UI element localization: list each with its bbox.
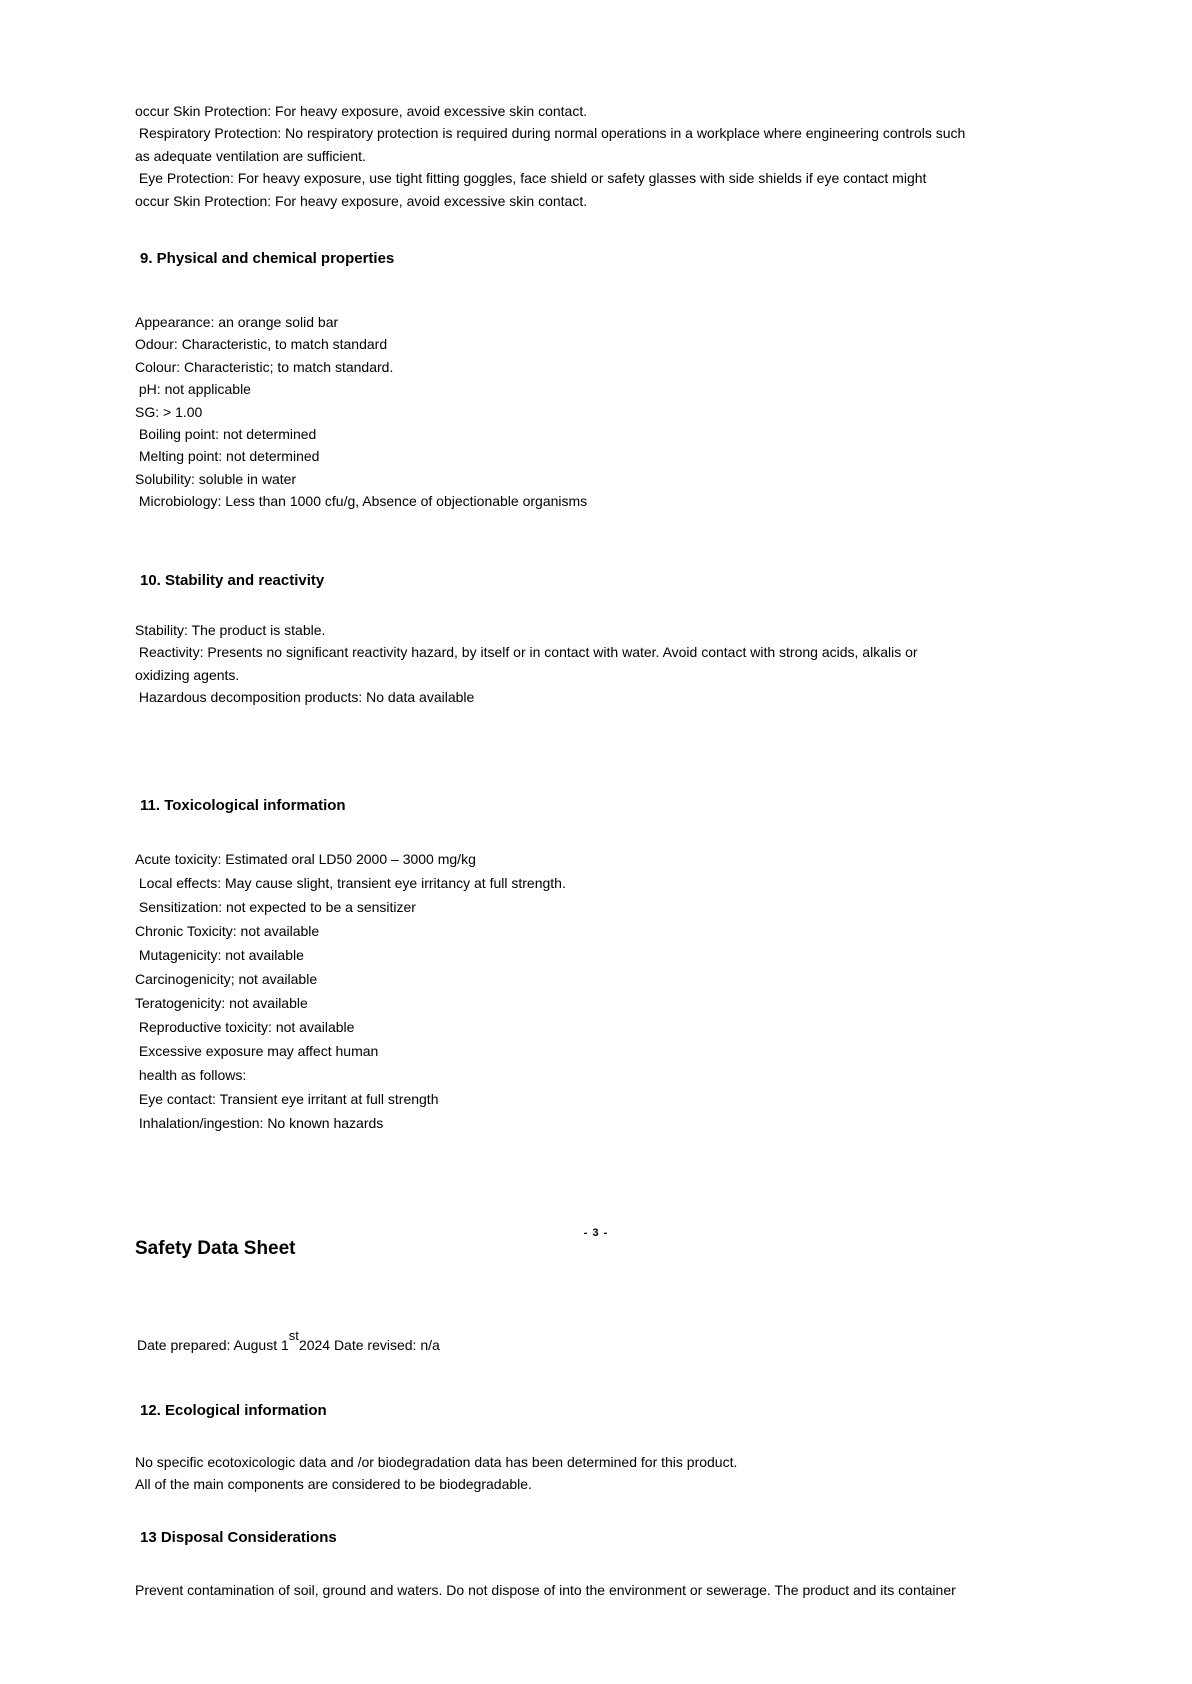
section-11-text [135, 847, 566, 1135]
section-10-text [135, 619, 918, 709]
text-line: Teratogenicity: not available [135, 995, 308, 1011]
text-line: Inhalation/ingestion: No known hazards [135, 1115, 384, 1131]
date-prepared-suffix: 2024 Date revised: n/a [298, 1337, 440, 1353]
text-line: Hazardous decomposition products: No data available [135, 689, 475, 706]
text-line: Mutagenicity: not available [135, 947, 304, 963]
date-prepared-prefix: Date prepared: August 1 [137, 1337, 289, 1353]
text-line: Reproductive toxicity: not available [135, 1019, 355, 1035]
section-13-text [135, 1579, 956, 1601]
text-line: SG: > 1.00 [135, 403, 203, 420]
text-line: as adequate ventilation are sufficient. [135, 147, 366, 164]
text-line: health as follows: [135, 1067, 247, 1083]
text-line: occur Skin Protection: For heavy exposure, avoid excessive skin contact. [135, 103, 588, 119]
text-line: oxidizing agents. [135, 666, 240, 683]
text-line: Reactivity: Presents no significant reactivity hazard, by itself or in contact with water. Avoid contact with strong acids, alkalis or [135, 644, 918, 661]
section-13-heading: 13 Disposal Considerations [140, 1529, 337, 1546]
text-line: Colour: Characteristic; to match standard. [135, 358, 394, 375]
text-line: Acute toxicity: Estimated oral LD50 2000 – 3000 mg/kg [135, 851, 476, 867]
section-12-text [135, 1451, 737, 1496]
date-superscript: st [288, 1328, 299, 1343]
text-line: Prevent contamination of soil, ground and waters. Do not dispose of into the environment or sewerage. The product and its container [135, 1582, 956, 1598]
section-10-heading: 10. Stability and reactivity [140, 572, 325, 589]
section-9-text [135, 311, 587, 513]
text-line: Solubility: soluble in water [135, 470, 297, 487]
text-line: Boiling point: not determined [135, 426, 317, 443]
text-line: Appearance: an orange solid bar [135, 314, 339, 330]
text-line: Stability: The product is stable. [135, 622, 326, 638]
date-prepared-line [137, 1328, 440, 1353]
section-12-heading: 12. Ecological information [140, 1402, 327, 1419]
text-line: Microbiology: Less than 1000 cfu/g, Absence of objectionable organisms [135, 493, 588, 510]
text-line: Odour: Characteristic, to match standard [135, 336, 388, 353]
text-line: Sensitization: not expected to be a sensitizer [135, 899, 416, 915]
text-line: Respiratory Protection: No respiratory protection is required during normal operations in a workplace where engineering controls such [135, 125, 966, 142]
text-line: Melting point: not determined [135, 448, 320, 465]
text-line: Eye Protection: For heavy exposure, use tight fitting goggles, face shield or safety glasses with side shields if eye contact might [135, 170, 927, 187]
text-line: Excessive exposure may affect human [135, 1043, 379, 1059]
section-8-continued-text [135, 100, 965, 212]
text-line: Eye contact: Transient eye irritant at full strength [135, 1091, 439, 1107]
text-line: Local effects: May cause slight, transient eye irritancy at full strength. [135, 875, 566, 891]
text-line: No specific ecotoxicologic data and /or biodegradation data has been determined for this product. [135, 1454, 738, 1470]
document-title: Safety Data Sheet [135, 1238, 296, 1259]
text-line: All of the main components are considered to be biodegradable. [135, 1476, 532, 1493]
text-line: occur Skin Protection: For heavy exposure, avoid excessive skin contact. [135, 192, 588, 209]
text-line: Chronic Toxicity: not available [135, 923, 320, 939]
section-9-heading: 9. Physical and chemical properties [140, 250, 395, 267]
page-number: - 3 - [583, 1227, 609, 1239]
text-line: Carcinogenicity; not available [135, 971, 318, 987]
text-line: pH: not applicable [135, 381, 251, 398]
section-11-heading: 11. Toxicological information [140, 797, 346, 814]
